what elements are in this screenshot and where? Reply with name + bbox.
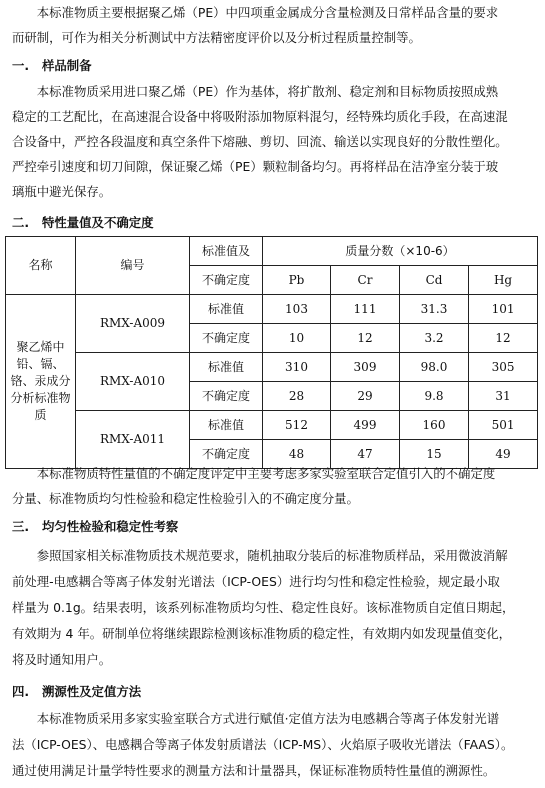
table-row xyxy=(6,353,538,382)
table-header-row-1 xyxy=(6,237,538,266)
header-code: 编号 xyxy=(76,237,190,295)
header-type-line-2: 不确定度 xyxy=(190,266,263,295)
value-cell: 101 xyxy=(469,295,538,324)
uncertainty-cell: 10 xyxy=(263,324,331,353)
uncertainty-cell: 15 xyxy=(400,440,469,469)
section-1-line-3: 合设备中，严控各段温度和真空条件下熔融、剪切、回流、输送以实现良好的分散性塑化。 xyxy=(12,134,508,149)
section-1-line-5: 璃瓶中避光保存。 xyxy=(12,184,112,199)
section-4-number: 四. xyxy=(12,684,30,699)
value-cell: 310 xyxy=(263,353,331,382)
section-3-line-3: 样量为 0.1g。结果表明，该系列标准物质均匀性、稳定性良好。该标准物质自定值日期起， xyxy=(12,600,515,615)
value-cell: 499 xyxy=(331,411,400,440)
header-element-pb: Pb xyxy=(263,266,331,295)
section-1-title: 样品制备 xyxy=(42,58,92,73)
material-name-cell: 聚乙烯中铅、镉、铬、汞成分分析标准物质 xyxy=(6,295,76,469)
value-cell: 501 xyxy=(469,411,538,440)
section-3-number: 三. xyxy=(12,519,30,534)
uncertainty-note-line-1: 本标准物质特性量值的不确定度评定中主要考虑多家实验室联合定值引入的不确定度 xyxy=(12,466,496,481)
section-3-title: 均匀性检验和稳定性考察 xyxy=(42,519,179,534)
uncertainty-label: 不确定度 xyxy=(190,382,263,411)
header-type-line-1: 标准值及 xyxy=(190,237,263,266)
value-cell: 31.3 xyxy=(400,295,469,324)
code-cell: RMX-A009 xyxy=(76,295,190,353)
section-2-title: 特性量值及不确定度 xyxy=(42,215,154,230)
section-1-number: 一. xyxy=(12,58,30,73)
value-cell: 309 xyxy=(331,353,400,382)
uncertainty-cell: 3.2 xyxy=(400,324,469,353)
section-3-heading xyxy=(12,517,178,537)
uncertainty-cell: 12 xyxy=(331,324,400,353)
table-row xyxy=(6,411,538,440)
section-2-heading xyxy=(12,213,154,233)
uncertainty-cell: 29 xyxy=(331,382,400,411)
section-1-line-4: 严控牵引速度和切刀间隙，保证聚乙烯（PE）颗粒制备均匀。再将样品在洁净室分装于玻 xyxy=(12,159,499,174)
uncertainty-cell: 48 xyxy=(263,440,331,469)
intro-line-1: 本标准物质主要根据聚乙烯（PE）中四项重金属成分含量检测及日常样品含量的要求 xyxy=(12,5,499,20)
section-4-title: 溯源性及定值方法 xyxy=(42,684,142,699)
header-element-hg: Hg xyxy=(469,266,538,295)
header-element-cd: Cd xyxy=(400,266,469,295)
section-3-line-1: 参照国家相关标准物质技术规范要求，随机抽取分装后的标准物质样品，采用微波消解 xyxy=(12,548,508,563)
table-row xyxy=(6,295,538,324)
uncertainty-cell: 31 xyxy=(469,382,538,411)
uncertainty-cell: 49 xyxy=(469,440,538,469)
standard-value-label: 标准值 xyxy=(190,353,263,382)
section-4-heading xyxy=(12,682,141,702)
header-element-cr: Cr xyxy=(331,266,400,295)
uncertainty-label: 不确定度 xyxy=(190,440,263,469)
value-cell: 305 xyxy=(469,353,538,382)
uncertainty-cell: 12 xyxy=(469,324,538,353)
value-cell: 103 xyxy=(263,295,331,324)
section-4-line-1: 本标准物质采用多家实验室联合方式进行赋值·定值方法为电感耦合等离子体发射光谱 xyxy=(12,711,500,726)
section-3-line-4: 有效期为 4 年。研制单位将继续跟踪检测该标准物质的稳定性，有效期内如发现量值变化， xyxy=(12,626,511,641)
value-cell: 512 xyxy=(263,411,331,440)
uncertainty-cell: 28 xyxy=(263,382,331,411)
section-3-line-2: 前处理-电感耦合等离子体发射光谱法（ICP-OES）进行均匀性和稳定性检验，规定最小取 xyxy=(12,574,500,589)
value-cell: 111 xyxy=(331,295,400,324)
intro-line-2: 而研制，可作为相关分析测试中方法精密度评价以及分析过程质量控制等。 xyxy=(12,30,421,45)
uncertainty-note-line-2: 分量、标准物质均匀性检验和稳定性检验引入的不确定度分量。 xyxy=(12,491,359,506)
uncertainty-label: 不确定度 xyxy=(190,324,263,353)
header-name: 名称 xyxy=(6,237,76,295)
section-1-heading xyxy=(12,56,92,76)
code-cell: RMX-A011 xyxy=(76,411,190,469)
uncertainty-cell: 9.8 xyxy=(400,382,469,411)
characteristic-values-table xyxy=(5,236,538,469)
standard-value-label: 标准值 xyxy=(190,295,263,324)
section-1-line-2: 稳定的工艺配比，在高速混合设备中将吸附添加物原料混匀，经特殊均质化手段，在高速混 xyxy=(12,109,508,124)
section-1-line-1: 本标准物质采用进口聚乙烯（PE）作为基体，将扩散剂、稳定剂和目标物质按照成熟 xyxy=(12,84,499,99)
code-cell: RMX-A010 xyxy=(76,353,190,411)
section-3-line-5: 将及时通知用户。 xyxy=(12,652,112,667)
value-cell: 98.0 xyxy=(400,353,469,382)
value-cell: 160 xyxy=(400,411,469,440)
standard-value-label: 标准值 xyxy=(190,411,263,440)
section-4-line-2: 法（ICP-OES）、电感耦合等离子体发射质谱法（ICP-MS）、火焰原子吸收光谱法（FAAS）。 xyxy=(12,737,514,752)
header-mass-fraction: 质量分数（×10-6） xyxy=(263,237,538,266)
uncertainty-cell: 47 xyxy=(331,440,400,469)
section-4-line-3: 通过使用满足计量学特性要求的测量方法和计量器具，保证标准物质特性量值的溯源性。 xyxy=(12,763,496,778)
section-2-number: 二. xyxy=(12,215,30,230)
